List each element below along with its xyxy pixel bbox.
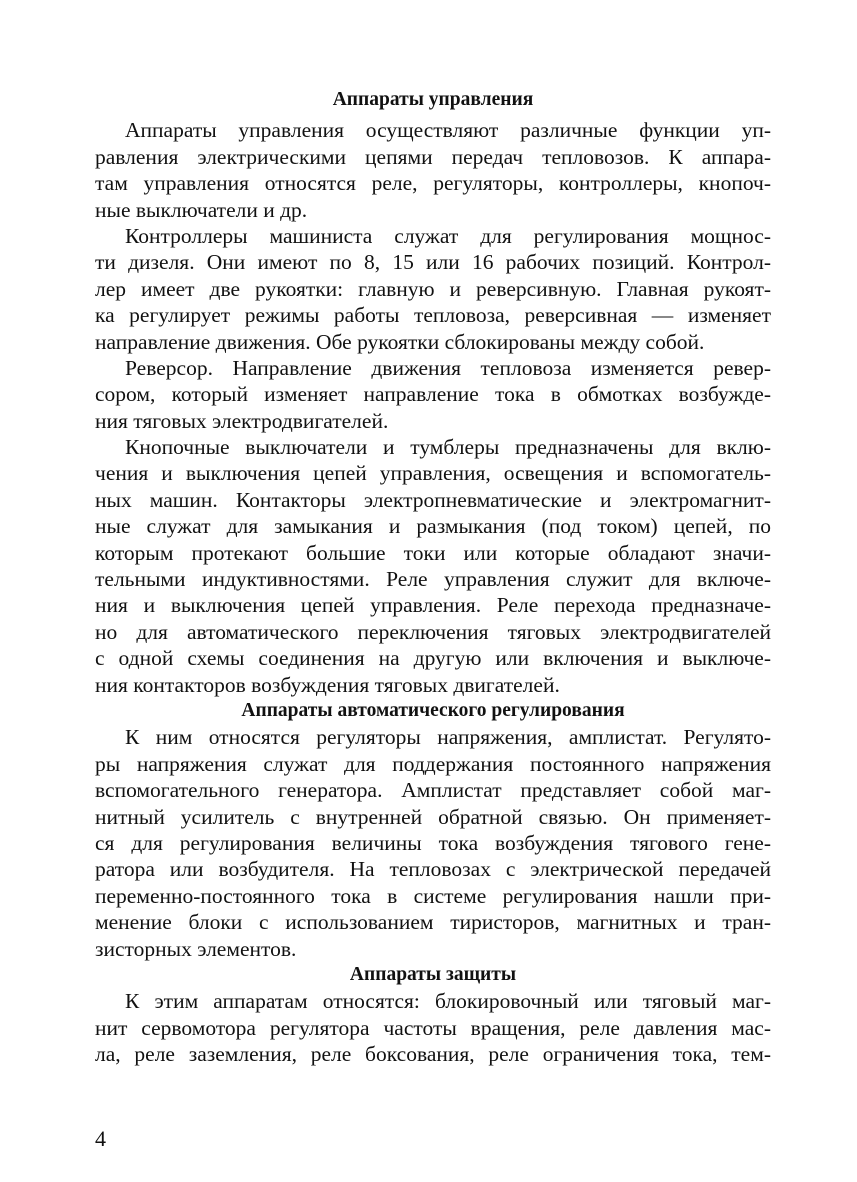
text-line: вспомогательного генератора. Амплистат представляет собой маг- — [95, 778, 771, 803]
text-line: ка регулирует режимы работы тепловоза, реверсивная — изменяет — [95, 303, 771, 328]
document-page — [95, 87, 771, 1067]
section — [95, 698, 771, 962]
text-line: там управления относятся реле, регуляторы, контроллеры, кнопоч- — [95, 171, 771, 196]
text-line: ные служат для замыкания и размыкания (под током) цепей, по — [95, 514, 771, 539]
section-heading: Аппараты управления — [332, 89, 534, 110]
text-line: ные выключатели и др. — [95, 197, 308, 222]
paragraph — [95, 223, 771, 355]
text-line: ния и выключения цепей управления. Реле перехода предназначе- — [95, 593, 771, 618]
section-heading: Аппараты автоматического регулирования — [241, 699, 625, 721]
text-line: ратора или возбудителя. На тепловозах с электрической передачей — [95, 857, 771, 882]
text-line: ся для регулирования величины тока возбуждения тягового гене- — [95, 830, 771, 855]
text-line: которым протекают большие токи или которые обладают значи- — [95, 540, 771, 565]
text-line: чения и выключения цепей управления, освещения и вспомогатель- — [95, 461, 771, 486]
text-line: менение блоки с использованием тиристоров, магнитных и тран- — [95, 910, 771, 935]
text-line: с одной схемы соединения на другую или включения и выключе- — [95, 646, 771, 671]
text-line: направление движения. Обе рукоятки сблокированы между собой. — [95, 329, 705, 354]
text-line: лер имеет две рукоятки: главную и реверсивную. Главная рукоят- — [95, 276, 771, 301]
paragraph — [95, 724, 771, 962]
text-line: тельными индуктивностями. Реле управления служит для включе- — [95, 567, 771, 592]
text-line: нит сервомотора регулятора частоты вращения, реле давления мас- — [95, 1015, 771, 1040]
text-line: ния контакторов возбуждения тяговых двигателей. — [95, 672, 560, 697]
section — [95, 87, 771, 698]
text-line: ти дизеля. Они имеют по 8, 15 или 16 рабочих позиций. Контрол- — [95, 250, 771, 275]
section — [95, 962, 771, 1068]
page-number: 4 — [95, 1126, 106, 1151]
text-line: К этим аппаратам относятся: блокировочный или тяговый маг- — [125, 989, 771, 1014]
text-line: Аппараты управления осуществляют различные функции уп- — [125, 118, 771, 143]
text-line: нитный усилитель с внутренней обратной связью. Он применяет- — [95, 804, 771, 829]
text-line: равления электрическими цепями передач тепловозов. К аппара- — [95, 144, 771, 169]
text-line: но для автоматического переключения тяговых электродвигателей — [95, 619, 771, 644]
paragraph — [95, 988, 771, 1067]
text-line: ных машин. Контакторы электропневматические и электромагнит- — [95, 487, 771, 512]
text-line: Реверсор. Направление движения тепловоза изменяется ревер- — [125, 355, 771, 380]
text-line: сором, который изменяет направление тока в обмотках возбужде- — [95, 382, 771, 407]
section-heading: Аппараты защиты — [349, 963, 517, 985]
text-line: ния тяговых электродвигателей. — [95, 408, 389, 433]
text-line: Кнопочные выключатели и тумблеры предназначены для вклю- — [125, 435, 771, 460]
text-line: ла, реле заземления, реле боксования, реле ограничения тока, тем- — [95, 1042, 771, 1067]
text-line: зисторных элементов. — [95, 936, 297, 961]
paragraph — [95, 434, 771, 698]
text-line: К ним относятся регуляторы напряжения, амплистат. Регулято- — [125, 725, 771, 750]
text-line: переменно-постоянного тока в системе регулирования нашли при- — [95, 883, 771, 908]
paragraph — [95, 355, 771, 434]
text-line: ры напряжения служат для поддержания постоянного напряжения — [95, 751, 771, 776]
paragraph — [95, 117, 771, 223]
text-line: Контроллеры машиниста служат для регулирования мощнос- — [125, 223, 771, 248]
